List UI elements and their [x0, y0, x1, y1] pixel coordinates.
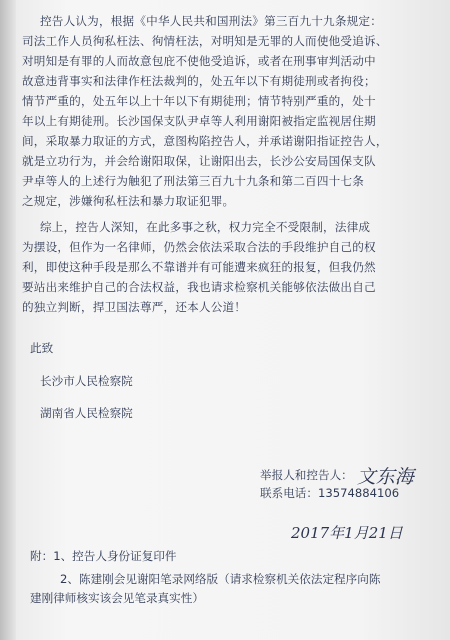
attachment-1: 附：1、控告人身份证复印件 [30, 549, 177, 563]
para2-line: 综上，控告人深知，在此多事之秋，权力完全不受限制，法律成 [40, 220, 371, 234]
para2-line: 要站出来维护自己的合法权益，我也请求检察机关能够依法做出自己 [22, 280, 376, 294]
para1-line: 故意违背事实和法律作枉法裁判的，处五年以下有期徒刑或者拘役； [22, 74, 376, 88]
handwritten-date: 2017年1月21日 [291, 524, 403, 542]
paragraph-2 [22, 218, 438, 328]
contact-phone: 联系电话：13574884106 [260, 486, 400, 500]
para1-line: 之规定，涉嫌徇私枉法和暴力取证犯罪。 [22, 194, 235, 208]
para1-line: 就是立功行为，并会给谢阳取保，让谢阳出去，长沙公安局国保支队 [22, 154, 376, 168]
para2-line: 利，即使这种手段是那么不靠谱并有可能遭来疯狂的报复，但我仍然 [22, 260, 376, 274]
page-edge-shadow [0, 0, 16, 640]
para1-line: 情节严重的，处五年以上十年以下有期徒刑；情节特别严重的，处十 [22, 94, 376, 108]
signer-label: 举报人和控告人： [260, 468, 353, 482]
recipient-hunan: 湖南省人民检察院 [40, 406, 133, 420]
para1-line: 年以上有期徒刑。长沙国保支队尹卓等人利用谢阳被指定监视居住期 [22, 114, 376, 128]
recipient-changsha: 长沙市人民检察院 [40, 374, 133, 388]
attachment-2-continued: 建刚律师核实该会见笔录真实性） [30, 591, 204, 605]
para1-line: 尹卓等人的上述行为触犯了刑法第三百九十九条和第二百四十七条 [22, 174, 365, 188]
para2-line: 为摆设，但作为一名律师，仍然会依法采取合法的手段维护自己的权 [22, 240, 376, 254]
para1-line: 司法工作人员徇私枉法、徇情枉法，对明知是无罪的人而使他受追诉、 [22, 34, 388, 48]
para1-line: 对明知是有罪的人而故意包庇不使他受追诉，或者在刑事审判活动中 [22, 54, 376, 68]
para1-line: 控告人认为，根据《中华人民共和国刑法》第三百九十九条规定： [40, 14, 383, 28]
para2-line: 的独立判断，捍卫国法尊严，还本人公道！ [22, 300, 247, 314]
para1-line: 间，采取暴力取证的方式，意图构陷控告人，并承诺谢阳指证控告人， [22, 134, 388, 148]
handwritten-signature: 文东海 [356, 466, 414, 488]
attachment-2: 2、陈建刚会见谢阳笔录网络版（请求检察机关依法定程序向陈 [60, 572, 381, 586]
salutation: 此致 [30, 341, 54, 355]
